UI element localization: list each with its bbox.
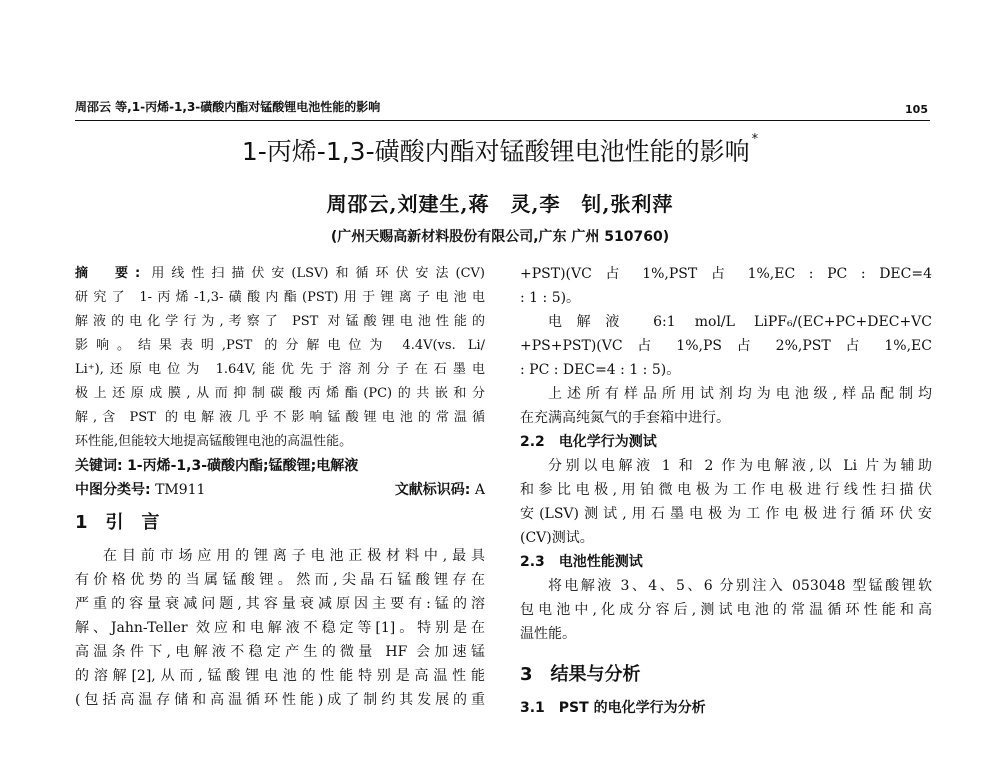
classification-line xyxy=(75,478,485,502)
body-line: +PS+PST)(VC 占 1%,PS 占 2%,PST 占 1%,EC xyxy=(520,338,932,354)
body-line: +PST)(VC 占 1%,PST 占 1%,EC : PC : DEC=4 xyxy=(520,266,932,282)
intro-line: 的溶解[2],从而,锰酸锂电池的性能特别是高温性能 xyxy=(75,668,485,684)
keywords-label: 关键词: xyxy=(75,458,123,474)
body-line: 分别以电解液 1 和 2 作为电解液,以 Li 片为辅助 xyxy=(548,458,932,474)
body-line: 包电池中,化成分容后,测试电池的常温循环性能和高 xyxy=(520,602,932,618)
abstract-line: Li⁺),还原电位为 1.64V,能优先于溶剂分子在石墨电 xyxy=(75,362,485,377)
abstract-line: 极上还原成膜,从而抑制碳酸丙烯酯(PC)的共嵌和分 xyxy=(75,386,485,401)
abstract-line: 研究了 1-丙烯-1,3-磺酸内酯(PST)用于锂离子电池电 xyxy=(75,290,485,305)
section-heading-2-2: 2.2 电化学行为测试 xyxy=(520,434,657,450)
body-line: 上述所有样品所用试剂均为电池级,样品配制均 xyxy=(548,386,932,402)
body-line: 和参比电极,用铂微电极为工作电极进行线性扫描伏 xyxy=(520,482,932,498)
intro-line: 在目前市场应用的锂离子电池正极材料中,最具 xyxy=(103,548,485,564)
affiliation: (广州天赐高新材料股份有限公司,广东 广州 510760) xyxy=(330,229,670,245)
doc-code-group xyxy=(395,478,485,502)
abstract-line: 摘 要: 用线性扫描伏安(LSV)和循环伏安法(CV) xyxy=(75,266,485,281)
title-footnote-mark: * xyxy=(751,132,759,147)
body-line: 将电解液 3、4、5、6 分别注入 053048 型锰酸锂软 xyxy=(548,578,932,594)
running-head: 周邵云 等,1-丙烯-1,3-磺酸内酯对锰酸锂电池性能的影响 xyxy=(75,100,381,114)
clc-code: TM911 xyxy=(155,482,206,498)
header-rule xyxy=(75,120,930,121)
intro-line: 严重的容量衰减问题,其容量衰减原因主要有:锰的溶 xyxy=(75,596,485,612)
keywords-text: 1-丙烯-1,3-磺酸内酯;锰酸锂;电解液 xyxy=(127,458,359,474)
right-column xyxy=(520,262,932,720)
intro-line: 高温条件下,电解液不稳定产生的微量 HF 会加速锰 xyxy=(75,644,485,660)
paper-title-text: 1-丙烯-1,3-磺酸内酯对锰酸锂电池性能的影响 xyxy=(241,137,750,166)
doc-code: A xyxy=(474,482,485,498)
clc-label: 中图分类号: xyxy=(75,482,151,498)
section-heading-results: 3 结果与分析 xyxy=(520,664,641,685)
keywords-line xyxy=(75,454,485,478)
body-line: 电解液 6:1 mol/L LiPF₆/(EC+PC+DEC+VC xyxy=(548,314,932,330)
body-line: : 1 : 5)。 xyxy=(520,290,581,306)
section-heading-3-1: 3.1 PST 的电化学行为分析 xyxy=(520,700,706,716)
page-number: 105 xyxy=(905,103,928,116)
body-line: (CV)测试。 xyxy=(520,530,594,546)
body-line: 在充满高纯氮气的手套箱中进行。 xyxy=(520,410,730,426)
intro-line: (包括高温存储和高温循环性能)成了制约其发展的重 xyxy=(75,692,485,708)
body-line: : PC : DEC=4 : 1 : 5)。 xyxy=(520,362,681,378)
body-line: 温性能。 xyxy=(520,626,576,642)
body-line: 安(LSV)测试,用石墨电极为工作电极进行循环伏安 xyxy=(520,506,932,522)
section-heading-introduction: 1 引 言 xyxy=(75,512,160,533)
abstract-line: 影响。结果表明,PST 的分解电位为 4.4V(vs. Li/ xyxy=(75,338,485,353)
intro-line: 解、Jahn-Teller 效应和电解液不稳定等[1]。特别是在 xyxy=(75,620,485,636)
intro-line: 有价格优势的当属锰酸锂。然而,尖晶石锰酸锂存在 xyxy=(75,572,485,588)
abstract-line: 解,含 PST 的电解液几乎不影响锰酸锂电池的常温循 xyxy=(75,410,485,425)
clc-group xyxy=(75,478,205,502)
author-list: 周邵云,刘建生,蒋 灵,李 钊,张利萍 xyxy=(326,192,674,216)
abstract-label: 摘 要: xyxy=(75,266,141,281)
paper-title xyxy=(0,132,1000,168)
abstract-line: 解液的电化学行为,考察了 PST 对锰酸锂电池性能的 xyxy=(75,314,485,329)
spacer xyxy=(520,646,932,654)
section-heading-2-3: 2.3 电池性能测试 xyxy=(520,554,643,570)
doc-code-label: 文献标识码: xyxy=(394,482,471,498)
left-column xyxy=(75,262,485,712)
abstract-line: 环性能,但能较大地提高锰酸锂电池的高温性能。 xyxy=(75,434,353,449)
